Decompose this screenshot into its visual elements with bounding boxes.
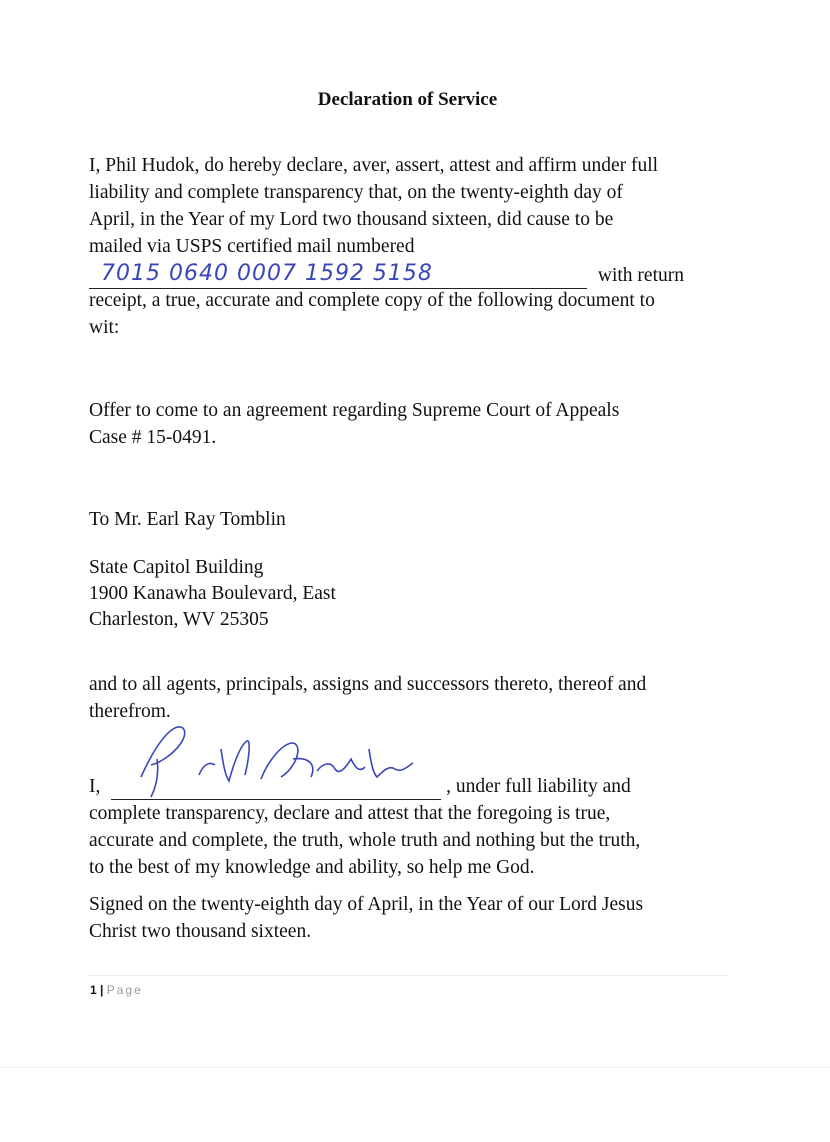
signature-suffix: , under full liability and [446, 776, 631, 797]
recipient-line [89, 506, 286, 533]
agents-line: and to all agents, principals, assigns and successors thereto, thereof and [89, 674, 647, 695]
attest-line: to the best of my knowledge and ability, so help me God. [89, 857, 535, 878]
page-label: Page [106, 983, 143, 997]
address-line: 1900 Kanawha Boulevard, East [89, 583, 336, 604]
scan-edge-divider [0, 1067, 830, 1068]
intro-line: liability and complete transparency that, on the twenty-eighth day of [89, 182, 623, 203]
signed-paragraph [89, 891, 643, 945]
certified-number: 7015 0640 0007 1592 5158 [101, 261, 433, 286]
page-number: 1 [90, 983, 97, 997]
certified-number-line [89, 260, 684, 287]
attest-line: complete transparency, declare and attest that the foregoing is true, [89, 803, 611, 824]
footer-divider [88, 975, 728, 976]
receipt-line: receipt, a true, accurate and complete copy of the following document to [89, 290, 655, 311]
address-block [89, 555, 336, 633]
address-line: State Capitol Building [89, 557, 264, 578]
intro-paragraph [89, 152, 684, 341]
signature-blank [111, 777, 441, 800]
address-line: Charleston, WV 25305 [89, 609, 269, 630]
recipient-name: To Mr. Earl Ray Tomblin [89, 509, 286, 530]
signature-prefix: I, [89, 776, 101, 797]
signature-paragraph [89, 773, 640, 881]
signed-line: Christ two thousand sixteen. [89, 921, 312, 942]
receipt-line: wit: [89, 317, 120, 338]
attest-line: accurate and complete, the truth, whole truth and nothing but the truth, [89, 830, 641, 851]
offer-line: Offer to come to an agreement regarding Supreme Court of Appeals [89, 400, 620, 421]
signature-image [111, 719, 441, 799]
agents-line: therefrom. [89, 701, 171, 722]
intro-line: mailed via USPS certified mail numbered [89, 236, 415, 257]
agents-paragraph [89, 671, 646, 725]
page-separator: | [100, 983, 104, 997]
page-title: Declaration of Service [317, 89, 498, 110]
offer-line: Case # 15-0491. [89, 427, 217, 448]
certified-number-blank [89, 260, 587, 289]
intro-line: April, in the Year of my Lord two thousand sixteen, did cause to be [89, 209, 614, 230]
offer-paragraph [89, 397, 619, 451]
page-footer [90, 983, 143, 997]
with-return-text: with return [597, 265, 684, 286]
signature-line [89, 773, 640, 800]
intro-line: I, Phil Hudok, do hereby declare, aver, assert, attest and affirm under full [89, 155, 659, 176]
signed-line: Signed on the twenty-eighth day of April, in the Year of our Lord Jesus [89, 894, 644, 915]
